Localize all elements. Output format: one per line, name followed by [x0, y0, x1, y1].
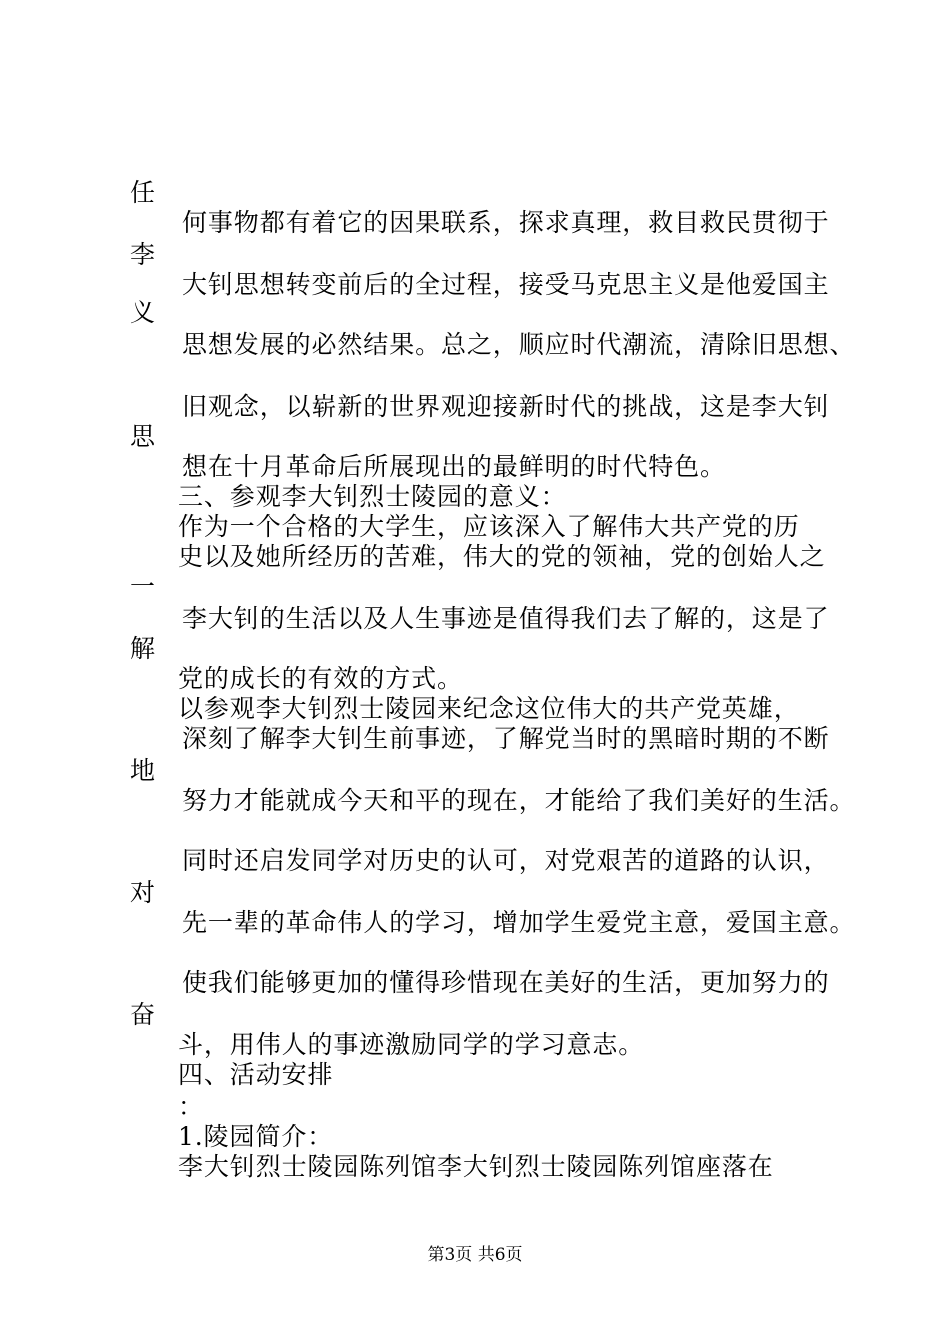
margin-char: 对: [130, 878, 156, 907]
body-line: 深刻了解李大钊生前事迹，了解党当时的黑暗时期的不断: [182, 724, 830, 753]
body-line: 何事物都有着它的因果联系，探求真理，救目救民贯彻于: [182, 208, 830, 237]
body-line: 以参观李大钊烈士陵园来纪念这位伟大的共产党英雄，: [178, 694, 800, 723]
body-line: 思想发展的必然结果。总之，顺应时代潮流，清除旧思想、: [182, 330, 856, 359]
body-line: 作为一个合格的大学生，应该深入了解伟大共产党的历: [178, 512, 800, 541]
body-line: 使我们能够更加的懂得珍惜现在美好的生活，更加努力的: [182, 968, 830, 997]
margin-char: 地: [130, 756, 156, 785]
subsection-heading: 1.陵园简介：: [178, 1122, 334, 1151]
section-heading: 三、参观李大钊烈士陵园的意义：: [178, 482, 567, 511]
page-number-footer: 第3页 共6页: [427, 1245, 523, 1265]
body-line: 斗，用伟人的事迹激励同学的学习意志。: [178, 1030, 645, 1059]
margin-char: 思: [130, 422, 156, 451]
margin-char: 一: [130, 572, 156, 601]
body-line: 党的成长的有效的方式。: [178, 664, 463, 693]
margin-char: 任: [130, 178, 156, 207]
body-line: 史以及她所经历的苦难，伟大的党的领袖，党的创始人之: [178, 542, 826, 571]
section-heading: 四、活动安排: [178, 1060, 334, 1089]
body-line: 想在十月革命后所展现出的最鲜明的时代特色。: [182, 452, 726, 481]
body-line: 大钊思想转变前后的全过程，接受马克思主义是他爱国主: [182, 270, 830, 299]
margin-char: 奋: [130, 1000, 156, 1029]
body-line: 旧观念，以崭新的世界观迎接新时代的挑战，这是李大钊: [182, 392, 830, 421]
body-line: 李大钊烈士陵园陈列馆李大钊烈士陵园陈列馆座落在: [178, 1152, 774, 1181]
margin-char: 解: [130, 634, 156, 663]
body-line: 同时还启发同学对历史的认可，对党艰苦的道路的认识，: [182, 846, 830, 875]
margin-char: 义: [130, 298, 156, 327]
body-line: ：: [178, 1092, 204, 1121]
body-line: 李大钊的生活以及人生事迹是值得我们去了解的，这是了: [182, 604, 830, 633]
body-line: 努力才能就成今天和平的现在，才能给了我们美好的生活。: [182, 786, 856, 815]
margin-char: 李: [130, 240, 156, 269]
body-line: 先一辈的革命伟人的学习，增加学生爱党主意，爱国主意。: [182, 908, 856, 937]
